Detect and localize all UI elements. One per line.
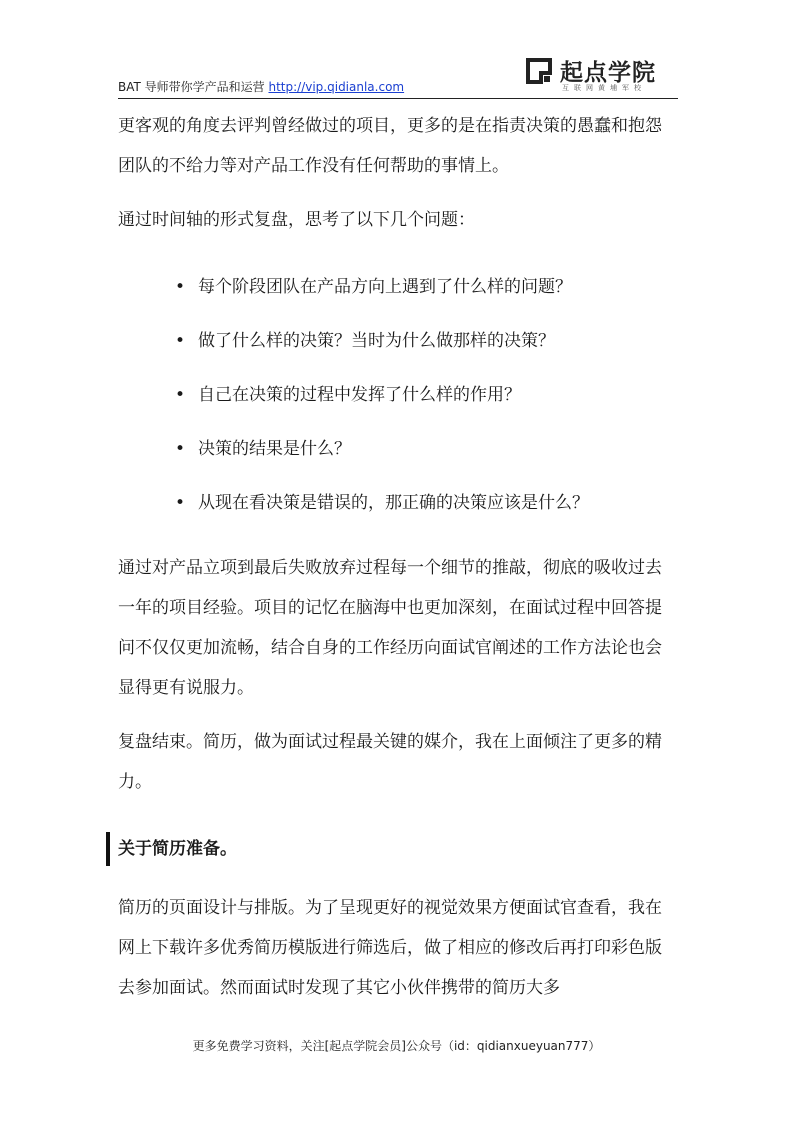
list-item [118, 476, 678, 530]
question-list [118, 260, 678, 530]
list-item-text: 决策的结果是什么？ [198, 439, 351, 459]
logo-mark-icon [526, 58, 552, 84]
page-header [118, 54, 678, 100]
list-item [118, 260, 678, 314]
logo-subtitle: 互联网黄埔军校 [562, 84, 646, 92]
document-body [118, 106, 678, 1008]
paragraph-2: 通过时间轴的形式复盘，思考了以下几个问题： [118, 210, 475, 230]
list-item [118, 368, 678, 422]
bullet-icon: • [175, 331, 186, 351]
list-item [118, 422, 678, 476]
header-divider [118, 98, 678, 99]
section-heading [118, 828, 678, 870]
list-item-text: 做了什么样的决策？当时为什么做那样的决策？ [198, 331, 555, 351]
section-heading-text: 关于简历准备。 [118, 839, 237, 859]
header-tagline: BAT 导师带你学产品和运营 [118, 80, 269, 94]
paragraph-5: 简历的页面设计与排版。为了呈现更好的视觉效果方便面试官查看，我在网上下载许多优秀简历模版进行筛选后，做了相应的修改后再打印彩色版去参加面试。然而面试时发现了其它小伙伴携带的简历大多 [118, 898, 662, 998]
logo-title: 起点学院 [560, 60, 656, 86]
list-item [118, 314, 678, 368]
heading-bar [106, 832, 110, 866]
bullet-icon: • [175, 493, 186, 513]
page-footer: 更多免费学习资料，关注[起点学院会员]公众号（id：qidianxueyuan777） [192, 1039, 601, 1053]
paragraph-4: 复盘结束。简历，做为面试过程最关键的媒介，我在上面倾注了更多的精力。 [118, 732, 662, 792]
bullet-icon: • [175, 385, 186, 405]
bullet-icon: • [175, 439, 186, 459]
bullet-icon: • [175, 277, 186, 297]
header-link[interactable]: http://vip.qidianla.com [268, 80, 405, 94]
header-text [118, 78, 404, 95]
logo [526, 54, 678, 94]
list-item-text: 自己在决策的过程中发挥了什么样的作用？ [198, 385, 521, 405]
list-item-text: 从现在看决策是错误的，那正确的决策应该是什么？ [198, 493, 589, 513]
paragraph-3: 通过对产品立项到最后失败放弃过程每一个细节的推敲，彻底的吸收过去一年的项目经验。项目的记忆在脑海中也更加深刻，在面试过程中回答提问不仅仅更加流畅，结合自身的工作经历向面试官阐述的工作方法论也会显得更有说服力。 [118, 558, 662, 698]
list-item-text: 每个阶段团队在产品方向上遇到了什么样的问题？ [198, 277, 572, 297]
paragraph-1: 更客观的角度去评判曾经做过的项目，更多的是在指责决策的愚蠢和抱怨团队的不给力等对产品工作没有任何帮助的事情上。 [118, 116, 662, 176]
